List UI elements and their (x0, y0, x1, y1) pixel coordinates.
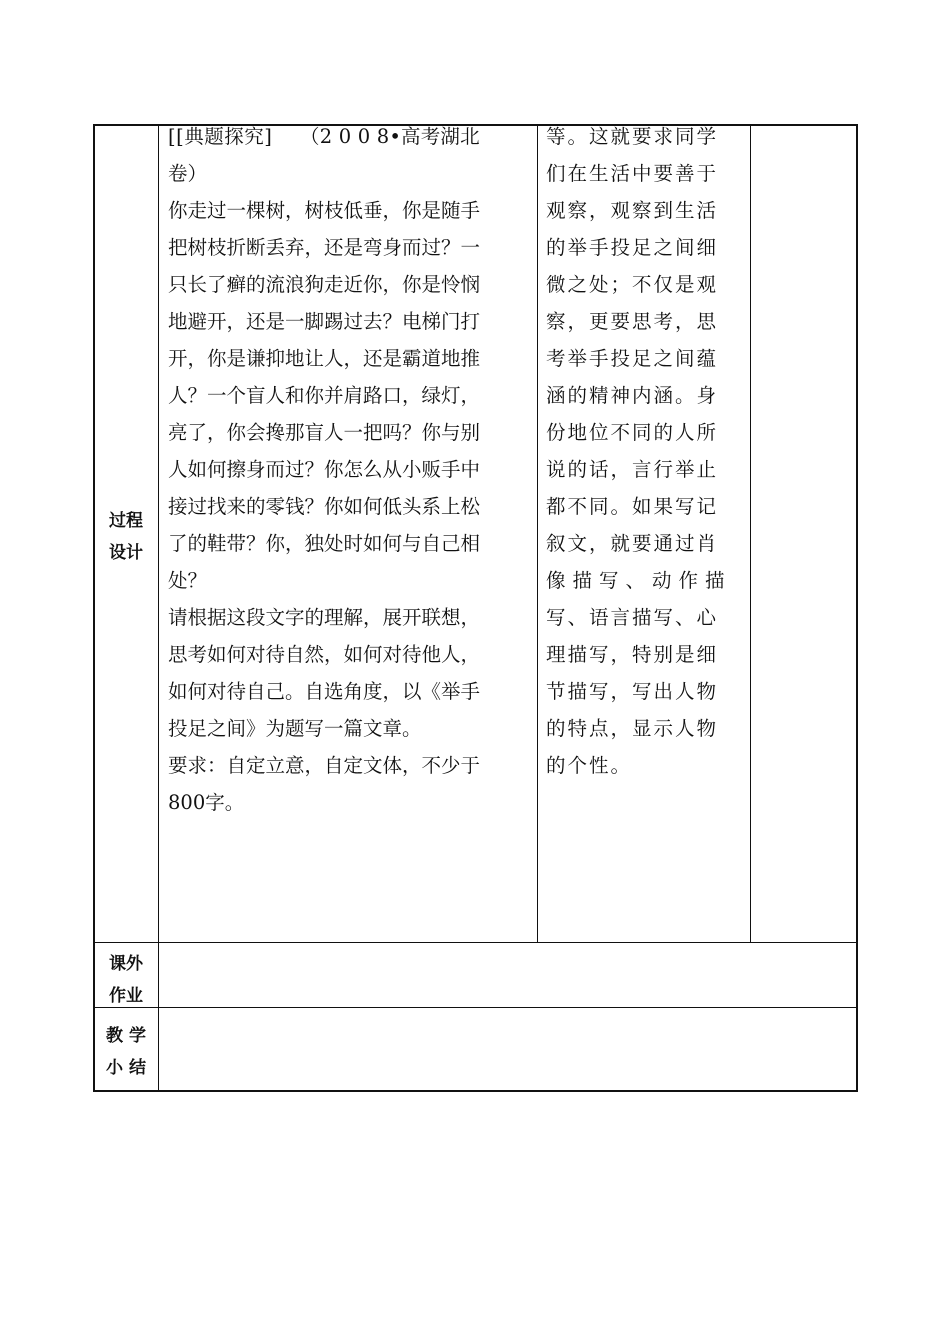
note-line: 写、语言描写、心 (546, 606, 719, 629)
text-line: 投足之间》为题写一篇文章。 (168, 717, 422, 740)
text-line: 如何对待自己。自选角度，以《举手 (168, 680, 481, 703)
summary-label: 教 学 小 结 (106, 1026, 146, 1078)
note-line: 理描写，特别是细 (546, 643, 719, 666)
text-line: 只长了癣的流浪狗走近你，你是怜悯 (168, 273, 481, 296)
note-line: 们在生活中要善于 (546, 162, 719, 185)
text-line: 卷） (168, 162, 208, 185)
note-line: 的举手投足之间细 (546, 236, 719, 259)
note-line: 叙文，就要通过肖 (546, 532, 719, 555)
text-line: 你走过一棵树，树枝低垂，你是随手 (168, 199, 481, 222)
text-line: 亮了，你会搀那盲人一把吗？你与别 (168, 421, 481, 444)
text-line: 开，你是谦抑地让人，还是霸道地推 (168, 347, 481, 370)
note-line: 观察，观察到生活 (546, 199, 719, 222)
note-extra-divider (750, 124, 751, 943)
note-line: 像描写、动作描 (546, 569, 732, 592)
text-line: （2 0 0 8•高考湖北 (300, 125, 480, 148)
homework-label: 课外 作业 (109, 954, 143, 1006)
text-line: 800字。 (168, 791, 245, 814)
note-line: 的个性。 (546, 754, 633, 777)
note-line: 都不同。如果写记 (546, 495, 719, 518)
text-line: 接过找来的零钱？你如何低头系上松 (168, 495, 481, 518)
text-line: 思考如何对待自然，如何对待他人， (168, 643, 481, 666)
text-line: 要求：自定立意，自定文体，不少于 (168, 754, 481, 777)
label-column-divider (158, 124, 159, 1092)
text-line: 处？ (168, 569, 208, 592)
note-line: 节描写，写出人物 (546, 680, 719, 703)
text-line: 人如何擦身而过？你怎么从小贩手中 (168, 458, 481, 481)
note-line: 说的话，言行举止 (546, 458, 719, 481)
process-design-label: 过程 设计 (109, 511, 143, 563)
text-line: 请根据这段文字的理解，展开联想， (168, 606, 481, 629)
main-note-divider (537, 124, 538, 943)
note-line: 考举手投足之间蕴 (546, 347, 719, 370)
row-divider-1 (93, 942, 858, 943)
note-line: 微之处；不仅是观 (546, 273, 719, 296)
note-line: 涵的精神内涵。身 (546, 384, 719, 407)
note-line: 察，更要思考，思 (546, 310, 719, 333)
text-line: 人？一个盲人和你并肩路口，绿灯， (168, 384, 481, 407)
note-line: 等。这就要求同学 (546, 125, 719, 148)
note-line: 的特点，显示人物 (546, 717, 719, 740)
text-line: 把树枝折断丢弃，还是弯身而过？一 (168, 236, 481, 259)
notes-column (546, 118, 746, 784)
text-line: 了的鞋带？你，独处时如何与自己相 (168, 532, 481, 555)
text-line: [[典题探究] (168, 125, 273, 148)
text-line: 地避开，还是一脚踢过去？电梯门打 (168, 310, 481, 333)
row-divider-2 (93, 1007, 858, 1008)
note-line: 份地位不同的人所 (546, 421, 719, 444)
